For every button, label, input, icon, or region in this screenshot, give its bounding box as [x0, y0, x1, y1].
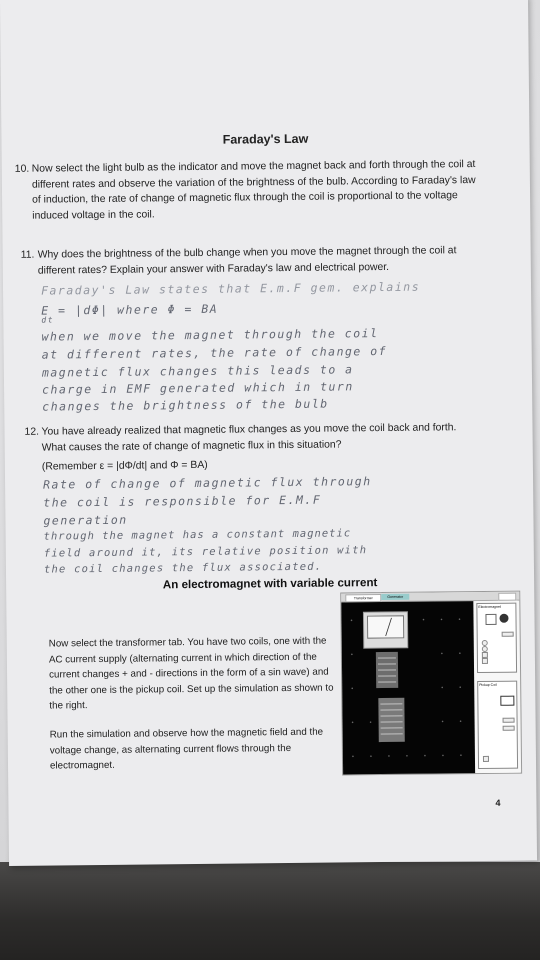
handwritten-answer-line: generation: [43, 512, 128, 528]
question-text: Now select the light bulb as the indicator and move the magnet back and forth through the coil at different rates and observe the variation of the brightness of the bulb. According to Faraday's law of induction, the rate of change of magnetic flux through the coil is proportional to the voltage induced voltage in the coil.: [31, 159, 476, 222]
electromagnet-panel: [476, 603, 517, 673]
pickup-coil-panel: [477, 681, 518, 769]
remember-formula: (Remember ε = |dΦ/dt| and Φ = BA): [41, 459, 208, 473]
checkbox-option[interactable]: [482, 658, 488, 664]
handwritten-answer-line: dt: [41, 315, 55, 325]
handwritten-answer-line: the coil is responsible for E.M.F: [43, 492, 322, 510]
simulation-screenshot: [340, 591, 522, 776]
handwritten-answer-line: the coil changes the flux associated.: [43, 560, 323, 576]
handwritten-answer-line: charge in EMF generated which in turn: [42, 379, 354, 397]
loops-spinner[interactable]: [503, 718, 515, 723]
handwritten-answer-line: changes the brightness of the bulb: [42, 396, 329, 414]
handwritten-answer-line: field around it, its relative position with: [43, 544, 368, 560]
question-12: [24, 420, 481, 456]
section-title: An electromagnet with variable current: [162, 576, 378, 592]
tab-transformer[interactable]: Transformer: [345, 594, 381, 602]
question-text: You have already realized that magnetic flux changes as you move the coil back and forth. What causes the rate of change of magnetic flux in this situation?: [41, 422, 457, 454]
handwritten-answer-line: at different rates, the rate of change of: [41, 343, 388, 362]
panel-label: Electromagnet: [478, 604, 501, 610]
page-number: 4: [495, 797, 501, 808]
question-11: [20, 243, 478, 279]
battery-icon[interactable]: [485, 614, 496, 625]
instruction-paragraph: Now select the transformer tab. You have two coils, one with the AC current supply (alternating current in which direction of the current changes + and - directions in the form of a sin wave) and the other one is the pickup coil. Set up the simulation as shown to the right.: [48, 635, 334, 712]
sim-drawing: [341, 601, 475, 774]
sim-control-panel: [474, 601, 520, 773]
reset-button[interactable]: [498, 593, 516, 601]
panel-label: Pickup Coil: [479, 682, 497, 688]
loops-spinner[interactable]: [502, 632, 514, 637]
question-text: Why does the brightness of the bulb change when you move the magnet through the coil at different rates? Explain your answer with Faraday's law and electrical power.: [37, 245, 457, 277]
handwritten-answer-line: magnetic flux changes this leads to a: [41, 362, 354, 380]
handwritten-answer-line: when we move the magnet through the coil: [41, 326, 379, 344]
question-number: 11.: [20, 249, 35, 261]
handwritten-answer-line: Faraday's Law states that E.m.F gem. explains: [40, 279, 421, 298]
handwritten-answer-line: Rate of change of magnetic flux through: [43, 474, 372, 492]
instruction-paragraph: Run the simulation and observe how the magnetic field and the voltage change, as alternating current flows through the electromagnet.: [49, 726, 324, 772]
question-number: 12.: [24, 426, 40, 438]
loop-area-slider[interactable]: [503, 726, 515, 731]
tab-generator[interactable]: Generator: [381, 594, 409, 600]
question-10: [14, 157, 481, 224]
ac-supply-icon[interactable]: [499, 614, 508, 623]
sim-canvas: [341, 601, 475, 774]
handwritten-answer-line: E = |dΦ| where Φ = BA: [41, 301, 219, 318]
handwritten-answer-line: through the magnet has a constant magnetic: [43, 527, 352, 543]
table-surface: [0, 862, 540, 960]
checkbox-option[interactable]: [483, 756, 489, 762]
question-number: 10.: [14, 163, 30, 175]
lightbulb-voltmeter-toggle[interactable]: [500, 696, 514, 706]
page-title: Faraday's Law: [222, 131, 309, 147]
